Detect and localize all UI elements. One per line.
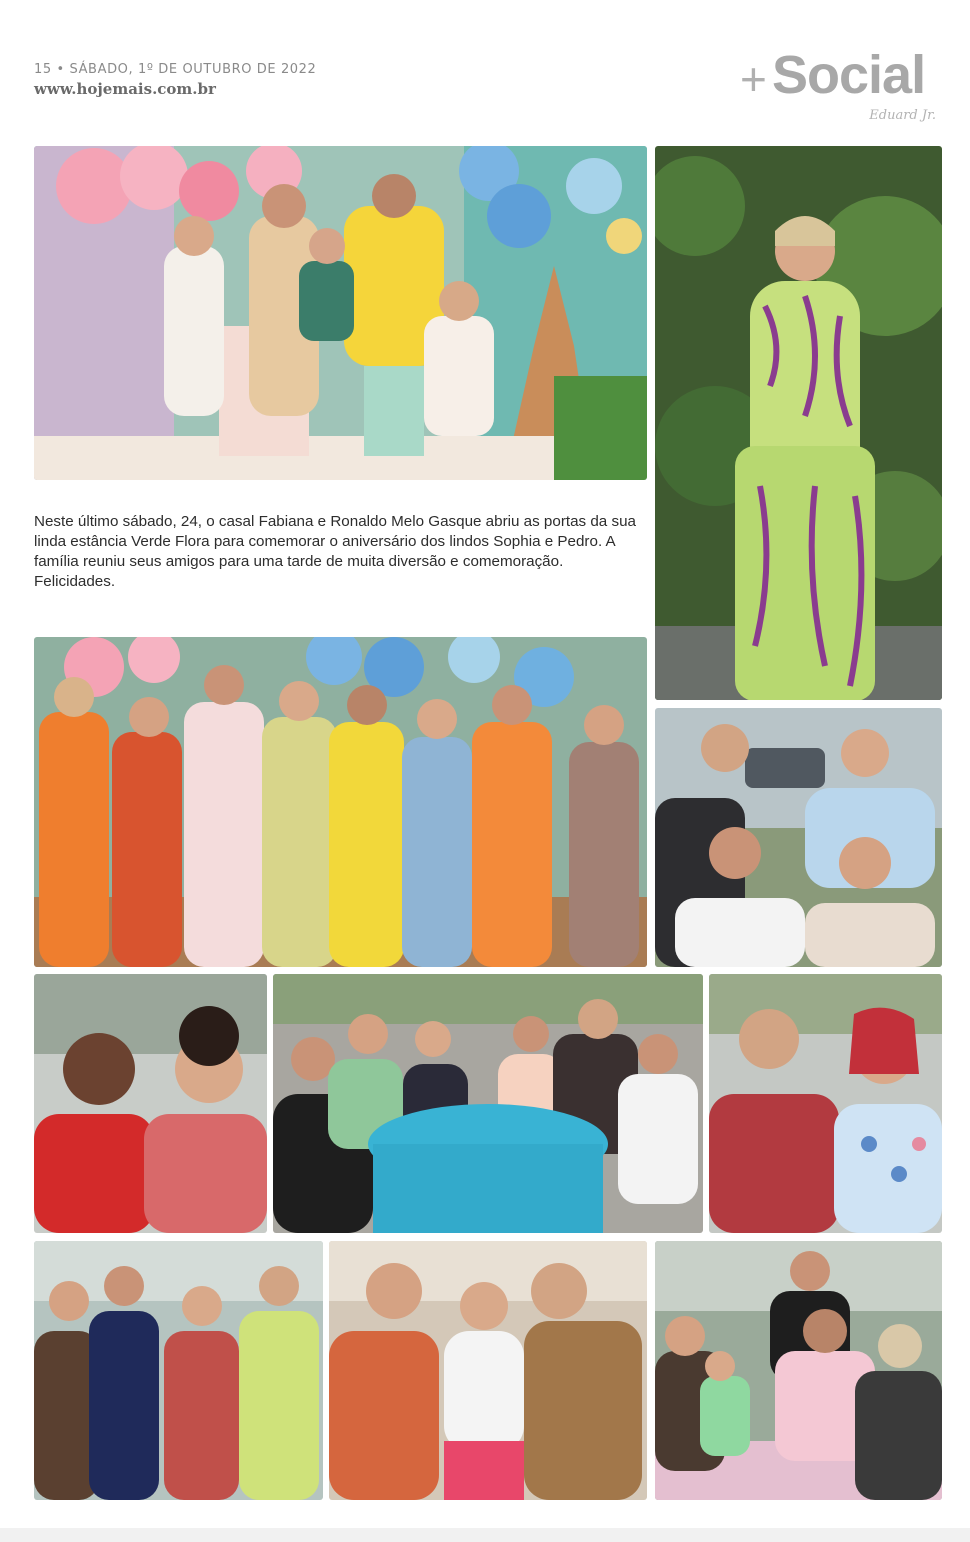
couple-flower-image [709,974,942,1233]
photo-woman-portrait[interactable] [655,146,942,700]
section-logo [740,42,940,132]
four-women-image [34,1241,323,1500]
party-scene-image [34,146,647,480]
photo-family-party[interactable] [34,146,647,480]
photo-family-table[interactable] [655,1241,942,1500]
family-table-image [655,1241,942,1500]
logo-signature: Eduard Jr. [869,108,936,123]
portrait-image [655,146,942,700]
page-header [34,62,316,98]
logo-word: Social [772,45,926,105]
photo-couple-flower[interactable] [709,974,942,1233]
three-women-image [329,1241,647,1500]
couple-red-image [34,974,267,1233]
family-outdoor-image [655,708,942,967]
group-party-image [34,637,647,967]
table-guests-image [273,974,703,1233]
photo-table-guests[interactable] [273,974,703,1233]
website-url[interactable]: www.hojemais.com.br [34,80,216,98]
photo-group-party[interactable] [34,637,647,967]
photo-couple-red[interactable] [34,974,267,1233]
photo-three-women[interactable] [329,1241,647,1500]
photo-four-women[interactable] [34,1241,323,1500]
dateline: 15 • SÁBADO, 1º DE OUTUBRO DE 2022 [34,62,317,77]
logo-plus: + [740,53,767,105]
article-text: Neste último sábado, 24, o casal Fabiana e Ronaldo Melo Gasque abriu as portas da sua linda estância Verde Flora para comemorar o aniversário dos lindos Sophia e Pedro. A família reuniu seus amigos para uma tarde de muita diversão e comemoração. Felicidades. [34,513,636,590]
photo-family-outdoor[interactable] [655,708,942,967]
page-footer-strip [0,1528,970,1542]
